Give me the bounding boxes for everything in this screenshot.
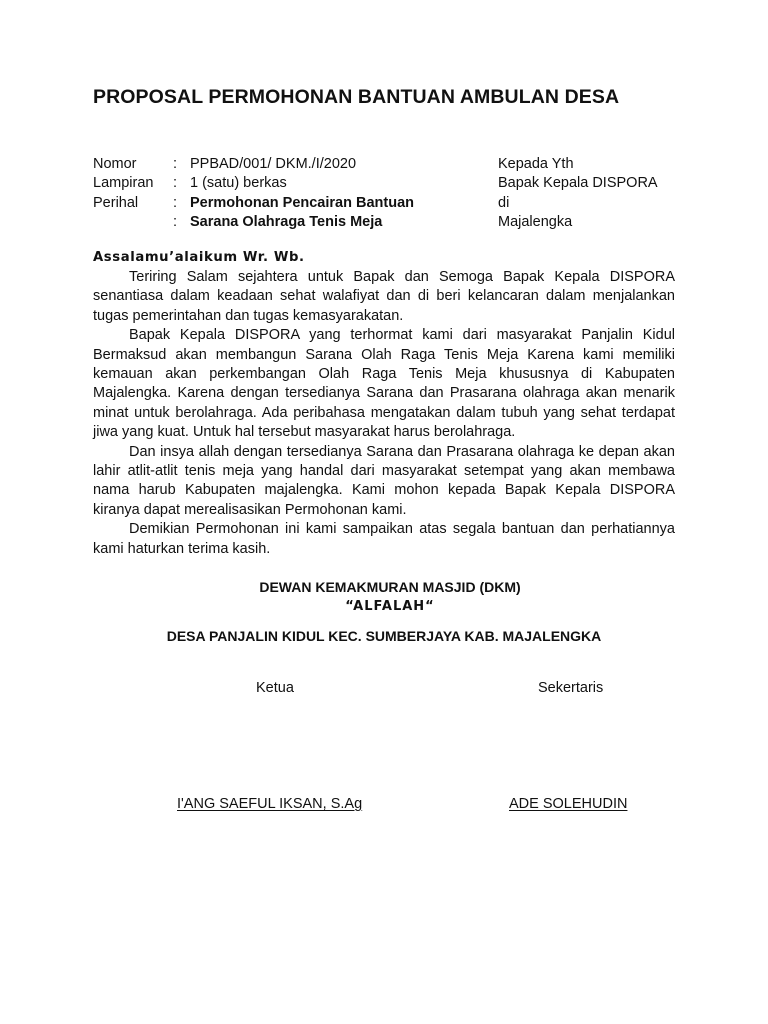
- body-paragraph: Demikian Permohonan ini kami sampaikan atas segala bantuan dan perhatiannya kami haturkan terima kasih.: [93, 521, 675, 557]
- signature-role-ketua: Ketua: [256, 680, 294, 696]
- meta-colon: :: [173, 175, 178, 192]
- letter-body: [93, 268, 675, 559]
- organization-name-text: DEWAN KEMAKMURAN MASJID (DKM): [259, 579, 521, 595]
- recipient-block: [498, 155, 658, 233]
- organization-address: [0, 628, 768, 644]
- document-title: PROPOSAL PERMOHONAN BANTUAN AMBULAN DESA: [93, 86, 620, 108]
- meta-colon: :: [173, 156, 178, 172]
- body-paragraph: Bapak Kepala DISPORA yang terhormat kami dari masyarakat Panjalin Kidul Bermaksud akan membangun Sarana Olah Raga Tenis Meja Karena kami memiliki kemauan akan perkembangan Olah Raga Tenis Meja khususnya di Kabupaten Majalengka. Karena dengan tersedianya Sarana dan Prasarana olahraga akan menarik minat untuk berolahraga. Ada peribahasa mengatakan dalam tubuh yang sehat terdapat jiwa yang kuat. Untuk hal tersebut masyarakat harus berolahraga.: [93, 327, 675, 441]
- recipient-line: Bapak Kepala DISPORA: [498, 175, 658, 192]
- recipient-line: Majalengka: [498, 214, 573, 231]
- organization-quoted-name: [0, 599, 768, 614]
- organization-quoted-name-text: “ALFALAH“: [345, 599, 435, 614]
- body-paragraph: Dan insya allah dengan tersedianya Sarana dan Prasarana olahraga ke depan akan lahir atlit-atlit tenis meja yang handal dari masyarakat setempat yang akan membawa nama harub Kabupaten majalengka. Kami mohon kepada Bapak Kepala DISPORA kiranya dapat merealisasikan Permohonan kami.: [93, 443, 675, 518]
- meta-colon: :: [173, 194, 178, 211]
- meta-value: Sarana Olahraga Tenis Meja: [190, 214, 383, 231]
- meta-label: Lampiran: [93, 175, 154, 192]
- meta-value: 1 (satu) berkas: [190, 175, 287, 192]
- greeting: Assalamu’alaikum Wr. Wb.: [93, 250, 305, 265]
- meta-value: PPBAD/001/ DKM./I/2020: [190, 156, 357, 172]
- organization-address-text: DESA PANJALIN KIDUL KEC. SUMBERJAYA KAB. MAJALENGKA: [166, 628, 602, 644]
- recipient-line: di: [498, 194, 510, 211]
- body-paragraph: Teriring Salam sejahtera untuk Bapak dan Semoga Bapak Kepala DISPORA senantiasa dalam keadaan sehat walafiyat dan di beri kelancaran dalam menjalankan tugas pemerintahan dan tugas kemasyarakatan.: [93, 269, 675, 324]
- meta-label: Perihal: [93, 194, 139, 211]
- meta-label: Nomor: [93, 156, 137, 172]
- meta-value: Permohonan Pencairan Bantuan: [190, 194, 414, 211]
- meta-colon: :: [173, 214, 178, 231]
- signature-name-ketua: I'ANG SAEFUL IKSAN, S.Ag: [177, 796, 363, 812]
- organization-name: [0, 579, 768, 595]
- recipient-line: Kepada Yth: [498, 156, 574, 172]
- signature-name-sekertaris: ADE SOLEHUDIN: [509, 796, 628, 812]
- signature-role-sekertaris: Sekertaris: [538, 680, 604, 696]
